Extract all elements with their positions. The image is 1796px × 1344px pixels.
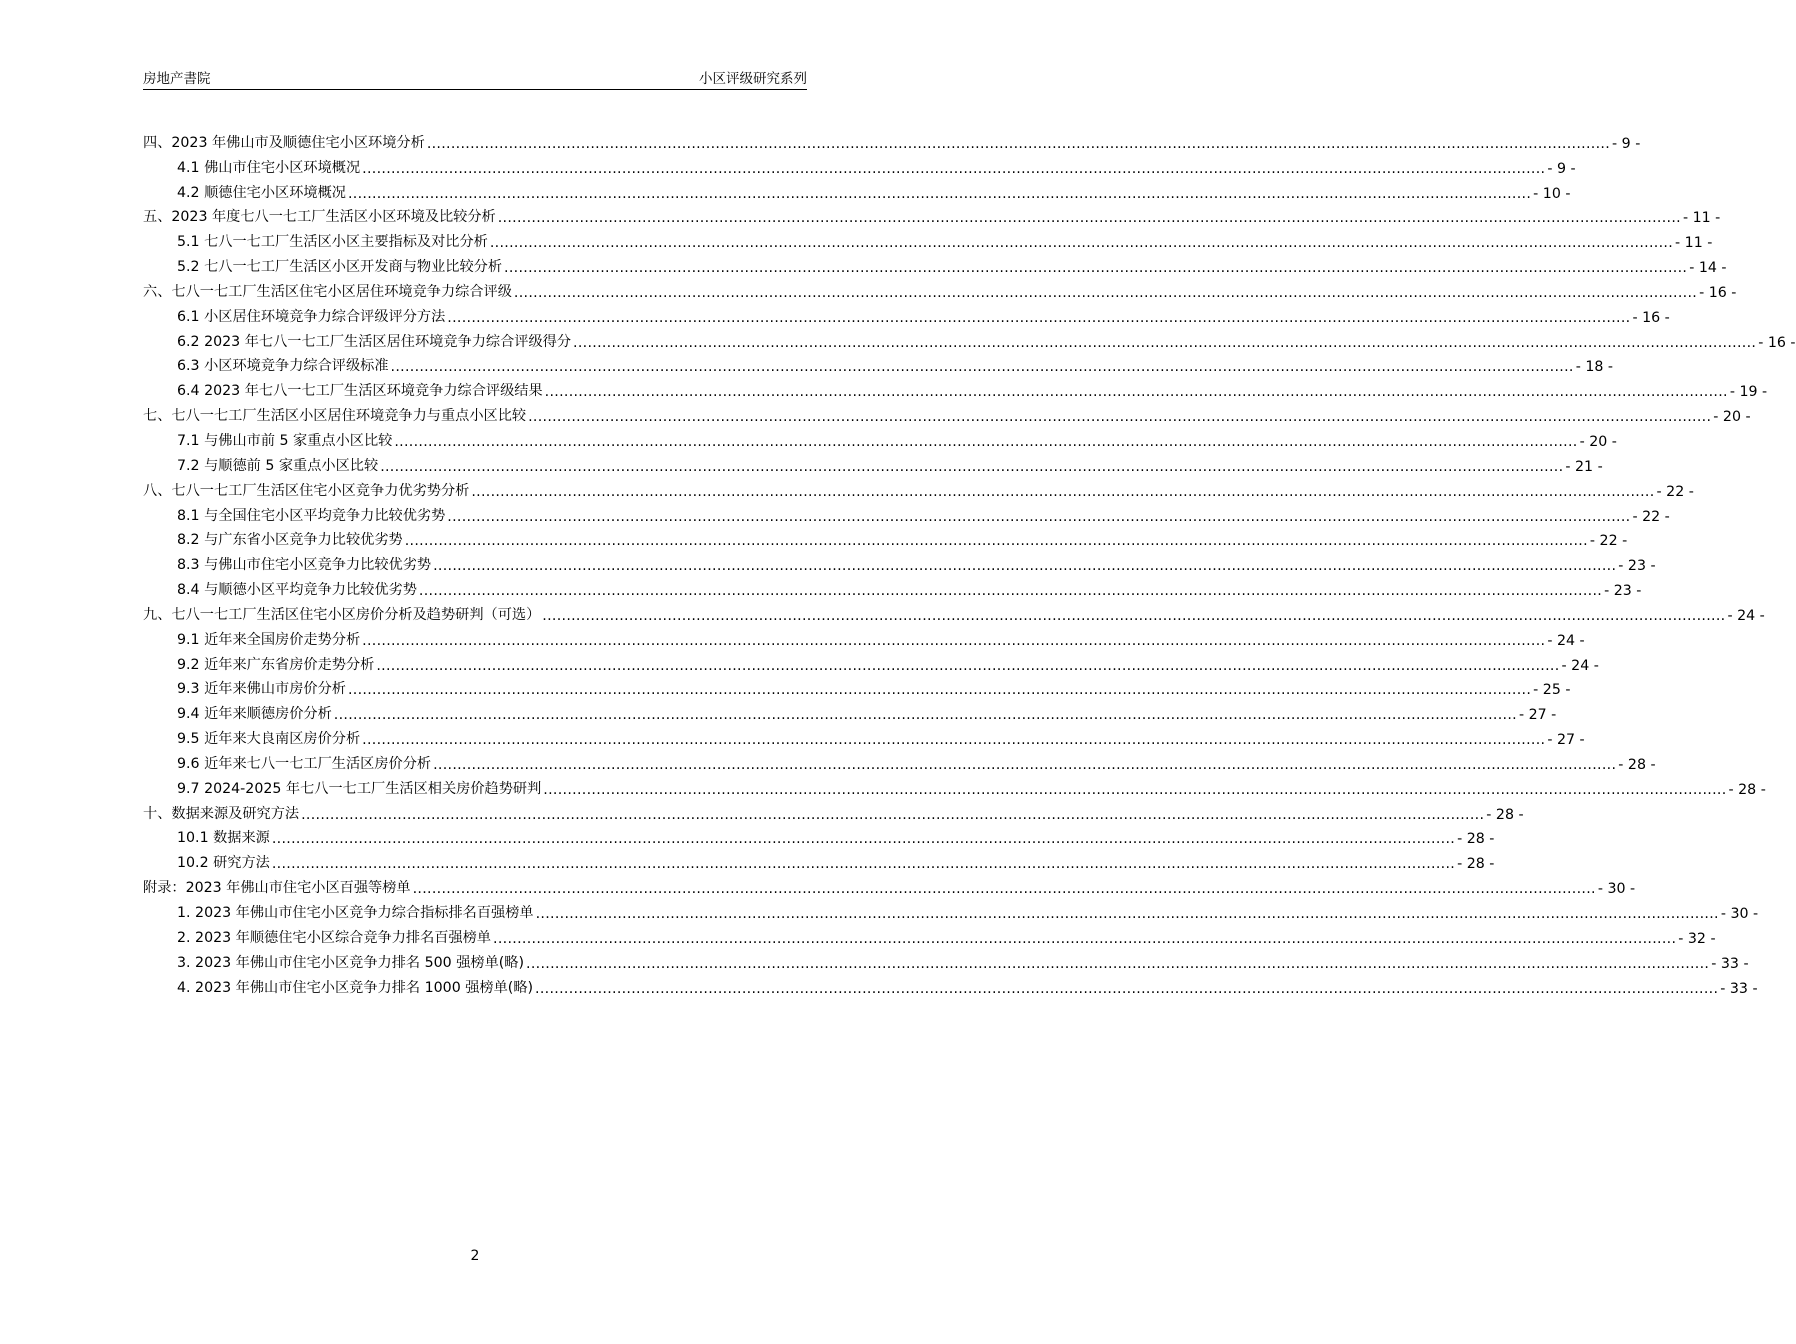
toc-entry[interactable] — [143, 301, 1670, 326]
toc-entry-title: 9.4 近年来顺德房价分析 — [177, 706, 332, 723]
toc-leader-dots — [362, 161, 1545, 177]
toc-entry[interactable] — [143, 947, 1749, 972]
toc-entry-title: 10.2 研究方法 — [177, 855, 270, 872]
toc-leader-dots — [362, 633, 1545, 649]
toc-entry[interactable] — [143, 375, 1768, 401]
toc-entry[interactable] — [143, 525, 1628, 550]
toc-entry-page: - 14 - — [1689, 260, 1727, 277]
toc-leader-dots — [447, 310, 1630, 326]
toc-leader-dots — [394, 434, 1577, 450]
toc-leader-dots — [380, 459, 1563, 475]
toc-entry-page: - 30 - — [1597, 881, 1636, 898]
toc-entry-title: 七、七八一七工厂生活区小区居住环境竞争力与重点小区比较 — [143, 408, 527, 425]
toc-entry-title: 九、七八一七工厂生活区住宅小区房价分析及趋势研判（可选） — [143, 606, 541, 623]
toc-entry[interactable] — [143, 475, 1694, 500]
toc-entry-title: 3. 2023 年佛山市住宅小区竞争力排名 500 强榜单(略) — [177, 954, 525, 971]
toc-entry-page: - 30 - — [1720, 906, 1759, 922]
toc-entry-page: - 22 - — [1632, 508, 1670, 525]
toc-leader-dots — [504, 260, 1687, 276]
toc-entry-title: 7.1 与佛山市前 5 家重点小区比较 — [177, 432, 393, 449]
toc-entry-page: - 10 - — [1533, 185, 1571, 202]
toc-entry-page: - 24 - — [1727, 607, 1765, 624]
toc-entry-title: 8.3 与佛山市住宅小区竞争力比较优劣势 — [177, 557, 432, 574]
toc-leader-dots — [498, 210, 1681, 226]
toc-entry-page: - 27 - — [1547, 732, 1585, 749]
toc-entry[interactable] — [143, 127, 1641, 152]
toc-entry-title: 五、2023 年度七八一七工厂生活区小区环境及比较分析 — [143, 209, 496, 226]
toc-entry[interactable] — [143, 698, 1557, 724]
table-of-contents — [143, 127, 1796, 997]
toc-entry-page: - 23 - — [1604, 583, 1642, 600]
toc-entry-title: 四、2023 年佛山市及顺德住宅小区环境分析 — [143, 134, 425, 151]
toc-leader-dots — [427, 136, 1610, 152]
toc-leader-dots — [536, 906, 1719, 922]
toc-leader-dots — [573, 335, 1756, 351]
toc-entry-page: - 22 - — [1589, 533, 1628, 550]
toc-entry-page: - 28 - — [1728, 781, 1766, 798]
toc-entry-title: 7.2 与顺德前 5 家重点小区比较 — [177, 457, 379, 474]
toc-entry-title: 十、数据来源及研究方法 — [143, 805, 300, 822]
toc-leader-dots — [545, 384, 1728, 400]
toc-entry-page: - 32 - — [1678, 930, 1716, 947]
toc-leader-dots — [528, 409, 1711, 425]
toc-entry-page: - 25 - — [1533, 682, 1571, 699]
toc-leader-dots — [334, 707, 1517, 723]
toc-entry[interactable] — [143, 425, 1617, 450]
toc-entry[interactable] — [143, 972, 1758, 997]
header-publisher: 房地产書院 — [143, 71, 211, 87]
toc-entry-title: 5.2 七八一七工厂生活区小区开发商与物业比较分析 — [177, 259, 503, 276]
toc-entry-title: 1. 2023 年佛山市住宅小区竞争力综合指标排名百强榜单 — [177, 905, 534, 921]
toc-leader-dots — [493, 931, 1676, 947]
toc-entry[interactable] — [143, 897, 1759, 922]
toc-leader-dots — [471, 484, 1654, 500]
page-header — [143, 67, 807, 90]
toc-entry-title: 6.2 2023 年七八一七工厂生活区居住环境竞争力综合评级得分 — [177, 333, 572, 350]
toc-entry-page: - 9 - — [1612, 135, 1641, 152]
toc-entry-title: 9.3 近年来佛山市房价分析 — [177, 681, 346, 698]
toc-leader-dots — [405, 533, 1588, 549]
toc-leader-dots — [535, 981, 1718, 997]
toc-entry-page: - 24 - — [1561, 657, 1599, 674]
toc-entry[interactable] — [143, 177, 1571, 202]
toc-leader-dots — [419, 583, 1602, 599]
toc-entry-title: 8.1 与全国住宅小区平均竞争力比较优劣势 — [177, 507, 446, 524]
toc-entry[interactable] — [143, 202, 1721, 227]
toc-entry-title: 5.1 七八一七工厂生活区小区主要指标及对比分析 — [177, 234, 488, 251]
toc-entry[interactable] — [143, 847, 1495, 873]
toc-entry-title: 六、七八一七工厂生活区住宅小区居住环境竞争力综合评级 — [143, 283, 512, 300]
toc-entry[interactable] — [143, 450, 1603, 475]
toc-entry-page: - 16 - — [1632, 309, 1670, 326]
toc-entry[interactable] — [143, 500, 1670, 525]
toc-leader-dots — [301, 807, 1484, 823]
toc-entry-page: - 27 - — [1518, 707, 1557, 724]
toc-leader-dots — [391, 359, 1574, 375]
toc-entry[interactable] — [143, 599, 1765, 624]
toc-leader-dots — [543, 782, 1726, 798]
toc-leader-dots — [376, 658, 1559, 674]
toc-entry-page: - 23 - — [1618, 558, 1656, 575]
toc-entry-title: 9.2 近年来广东省房价走势分析 — [177, 656, 375, 673]
toc-entry[interactable] — [143, 798, 1524, 823]
toc-entry[interactable] — [143, 251, 1727, 277]
toc-leader-dots — [348, 186, 1531, 202]
toc-entry-page: - 9 - — [1547, 160, 1576, 177]
toc-entry[interactable] — [143, 674, 1571, 699]
toc-entry[interactable] — [143, 152, 1576, 177]
toc-entry-page: - 16 - — [1758, 334, 1796, 351]
toc-entry-title: 八、七八一七工厂生活区住宅小区竞争力优劣势分析 — [143, 482, 470, 499]
toc-entry-title: 6.4 2023 年七八一七工厂生活区环境竞争力综合评级结果 — [177, 383, 543, 400]
page-number: 2 — [470, 1248, 480, 1264]
toc-entry-page: - 21 - — [1565, 458, 1603, 475]
toc-entry[interactable] — [143, 326, 1796, 351]
toc-leader-dots — [447, 509, 1630, 525]
toc-entry-title: 8.2 与广东省小区竞争力比较优劣势 — [177, 532, 403, 549]
toc-entry-title: 9.5 近年来大良南区房价分析 — [177, 731, 361, 748]
toc-leader-dots — [490, 235, 1673, 251]
toc-entry-page: - 28 - — [1457, 856, 1495, 873]
toc-entry[interactable] — [143, 276, 1737, 301]
toc-entry[interactable] — [143, 922, 1716, 947]
toc-entry[interactable] — [143, 549, 1656, 575]
toc-entry-title: 8.4 与顺德小区平均竞争力比较优劣势 — [177, 582, 417, 599]
toc-entry-title: 6.1 小区居住环境竞争力综合评级评分方法 — [177, 308, 446, 325]
toc-entry-page: - 24 - — [1547, 632, 1585, 649]
toc-entry-title: 9.6 近年来七八一七工厂生活区房价分析 — [177, 755, 432, 772]
toc-entry-page: - 18 - — [1575, 359, 1614, 376]
toc-leader-dots — [542, 608, 1725, 624]
toc-entry[interactable] — [143, 400, 1751, 426]
toc-entry-title: 4. 2023 年佛山市住宅小区竞争力排名 1000 强榜单(略) — [177, 979, 534, 996]
toc-leader-dots — [272, 856, 1455, 872]
toc-entry-page: - 19 - — [1729, 384, 1768, 401]
toc-leader-dots — [433, 558, 1616, 574]
toc-leader-dots — [514, 285, 1697, 301]
toc-leader-dots — [433, 757, 1616, 773]
toc-entry-title: 6.3 小区环境竞争力综合评级标准 — [177, 358, 389, 375]
toc-entry-page: - 11 - — [1682, 210, 1721, 227]
toc-entry-title: 9.7 2024-2025 年七八一七工厂生活区相关房价趋势研判 — [177, 780, 542, 797]
toc-entry[interactable] — [143, 574, 1642, 600]
toc-entry[interactable] — [143, 723, 1585, 749]
toc-entry[interactable] — [143, 773, 1766, 798]
toc-entry-page: - 28 - — [1618, 756, 1656, 773]
header-series-title: 小区评级研究系列 — [699, 71, 807, 87]
toc-leader-dots — [272, 831, 1455, 847]
toc-entry[interactable] — [143, 624, 1585, 649]
toc-entry-page: - 28 - — [1486, 806, 1524, 823]
toc-entry-title: 9.1 近年来全国房价走势分析 — [177, 631, 361, 648]
toc-entry-page: - 22 - — [1656, 483, 1694, 500]
toc-entry-page: - 11 - — [1675, 235, 1713, 252]
toc-entry[interactable] — [143, 649, 1599, 674]
toc-entry-page: - 20 - — [1713, 409, 1751, 426]
toc-entry-title: 10.1 数据来源 — [177, 830, 270, 847]
toc-leader-dots — [348, 682, 1531, 698]
toc-entry-page: - 20 - — [1579, 433, 1617, 450]
toc-entry-title: 4.1 佛山市住宅小区环境概况 — [177, 159, 361, 176]
toc-entry-page: - 16 - — [1699, 284, 1737, 301]
toc-entry[interactable] — [143, 748, 1656, 773]
toc-entry-page: - 28 - — [1457, 831, 1495, 848]
toc-entry[interactable] — [143, 823, 1495, 848]
toc-entry-title: 4.2 顺德住宅小区环境概况 — [177, 184, 346, 201]
toc-leader-dots — [413, 881, 1596, 897]
toc-entry-title: 附录：2023 年佛山市住宅小区百强等榜单 — [143, 880, 411, 897]
toc-leader-dots — [362, 732, 1545, 748]
toc-entry[interactable] — [143, 351, 1614, 376]
toc-leader-dots — [526, 956, 1709, 972]
toc-entry[interactable] — [143, 872, 1636, 898]
toc-entry-page: - 33 - — [1711, 955, 1749, 972]
toc-entry-title: 2. 2023 年顺德住宅小区综合竞争力排名百强榜单 — [177, 929, 492, 946]
toc-entry-page: - 33 - — [1720, 980, 1758, 997]
toc-entry[interactable] — [143, 226, 1713, 252]
